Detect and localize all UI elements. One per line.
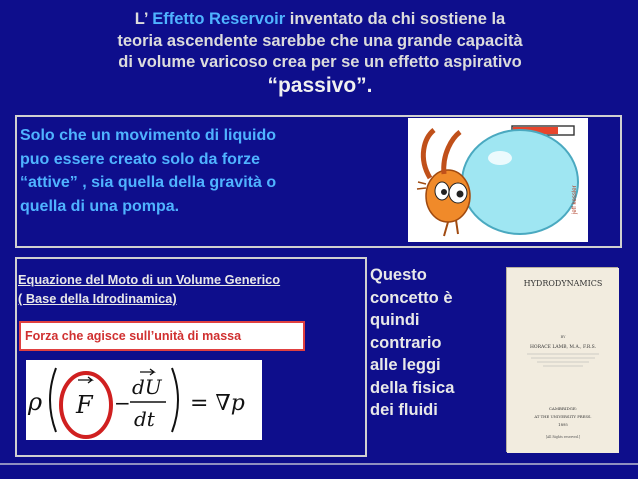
book-publisher-city: CAMBRIDGE: — [548, 406, 578, 411]
title-line3: di volume varicoso crea per se un effetto aspirativo — [118, 53, 522, 71]
conclusion-line: alle leggi — [370, 356, 441, 374]
slide-title — [40, 9, 600, 98]
conclusion-line: della fisica — [370, 378, 455, 397]
conclusion-line: Questo — [370, 266, 427, 284]
conclusion-line: contrario — [370, 333, 442, 352]
conclusion-text — [370, 264, 500, 422]
book-year: 1895 — [558, 422, 568, 427]
book-title-page — [507, 268, 619, 453]
title-line4: “passivo”. — [267, 73, 373, 97]
equation-heading-line2: ( Base della Idrodinamica) — [18, 291, 177, 306]
equation-heading-line1: Equazione del Moto di un Volume Generico — [18, 272, 281, 287]
eq-equals-gradient: = ∇p — [190, 391, 245, 416]
top-text-line: Solo che un movimento di liquido — [20, 127, 276, 144]
hydrodynamics-book-image — [506, 267, 618, 452]
top-text-line: quella di una pompa. — [20, 197, 180, 215]
eq-dt: dt — [134, 407, 155, 431]
eq-force-F: F — [76, 391, 93, 419]
conclusion-line: quindi — [370, 311, 420, 329]
conclusion-line: dei fluidi — [370, 401, 438, 419]
footer-divider — [0, 463, 638, 465]
motion-equation-formula — [26, 360, 262, 440]
title-line2: teoria ascendente sarebbe che una grande capacità — [117, 31, 523, 50]
top-text-line: puo essere creato solo da forze — [20, 150, 261, 168]
eq-minus: − — [114, 391, 131, 415]
title-highlight: Effetto Reservoir — [152, 10, 286, 28]
motion-equation — [26, 360, 262, 440]
top-box-text — [20, 124, 380, 218]
eq-dU: dU — [132, 375, 162, 399]
eq-rho: ρ — [28, 388, 43, 416]
title-line1-rest: inventato da chi sostiene la — [285, 10, 506, 28]
conclusion-line: concetto è — [370, 288, 453, 307]
balloon-cartoon-image — [408, 118, 588, 242]
book-by: BY — [560, 335, 566, 339]
cartoon-watermark: jeff kessler — [572, 185, 578, 214]
balloon-cartoon-illustration — [408, 118, 588, 242]
book-publisher-press: AT THE UNIVERSITY PRESS. — [534, 414, 592, 419]
equation-heading — [18, 270, 363, 308]
top-text-line: “attive” , sia quella della gravità o — [20, 174, 277, 191]
book-title: HYDRODYNAMICS — [523, 279, 603, 288]
book-author: HORACE LAMB, M.A., F.R.S. — [529, 345, 597, 350]
force-label: Forza che agisce sull’unità di massa — [19, 321, 305, 351]
book-rights: [All Rights reserved.] — [545, 435, 581, 439]
title-prefix: L’ — [134, 10, 153, 28]
